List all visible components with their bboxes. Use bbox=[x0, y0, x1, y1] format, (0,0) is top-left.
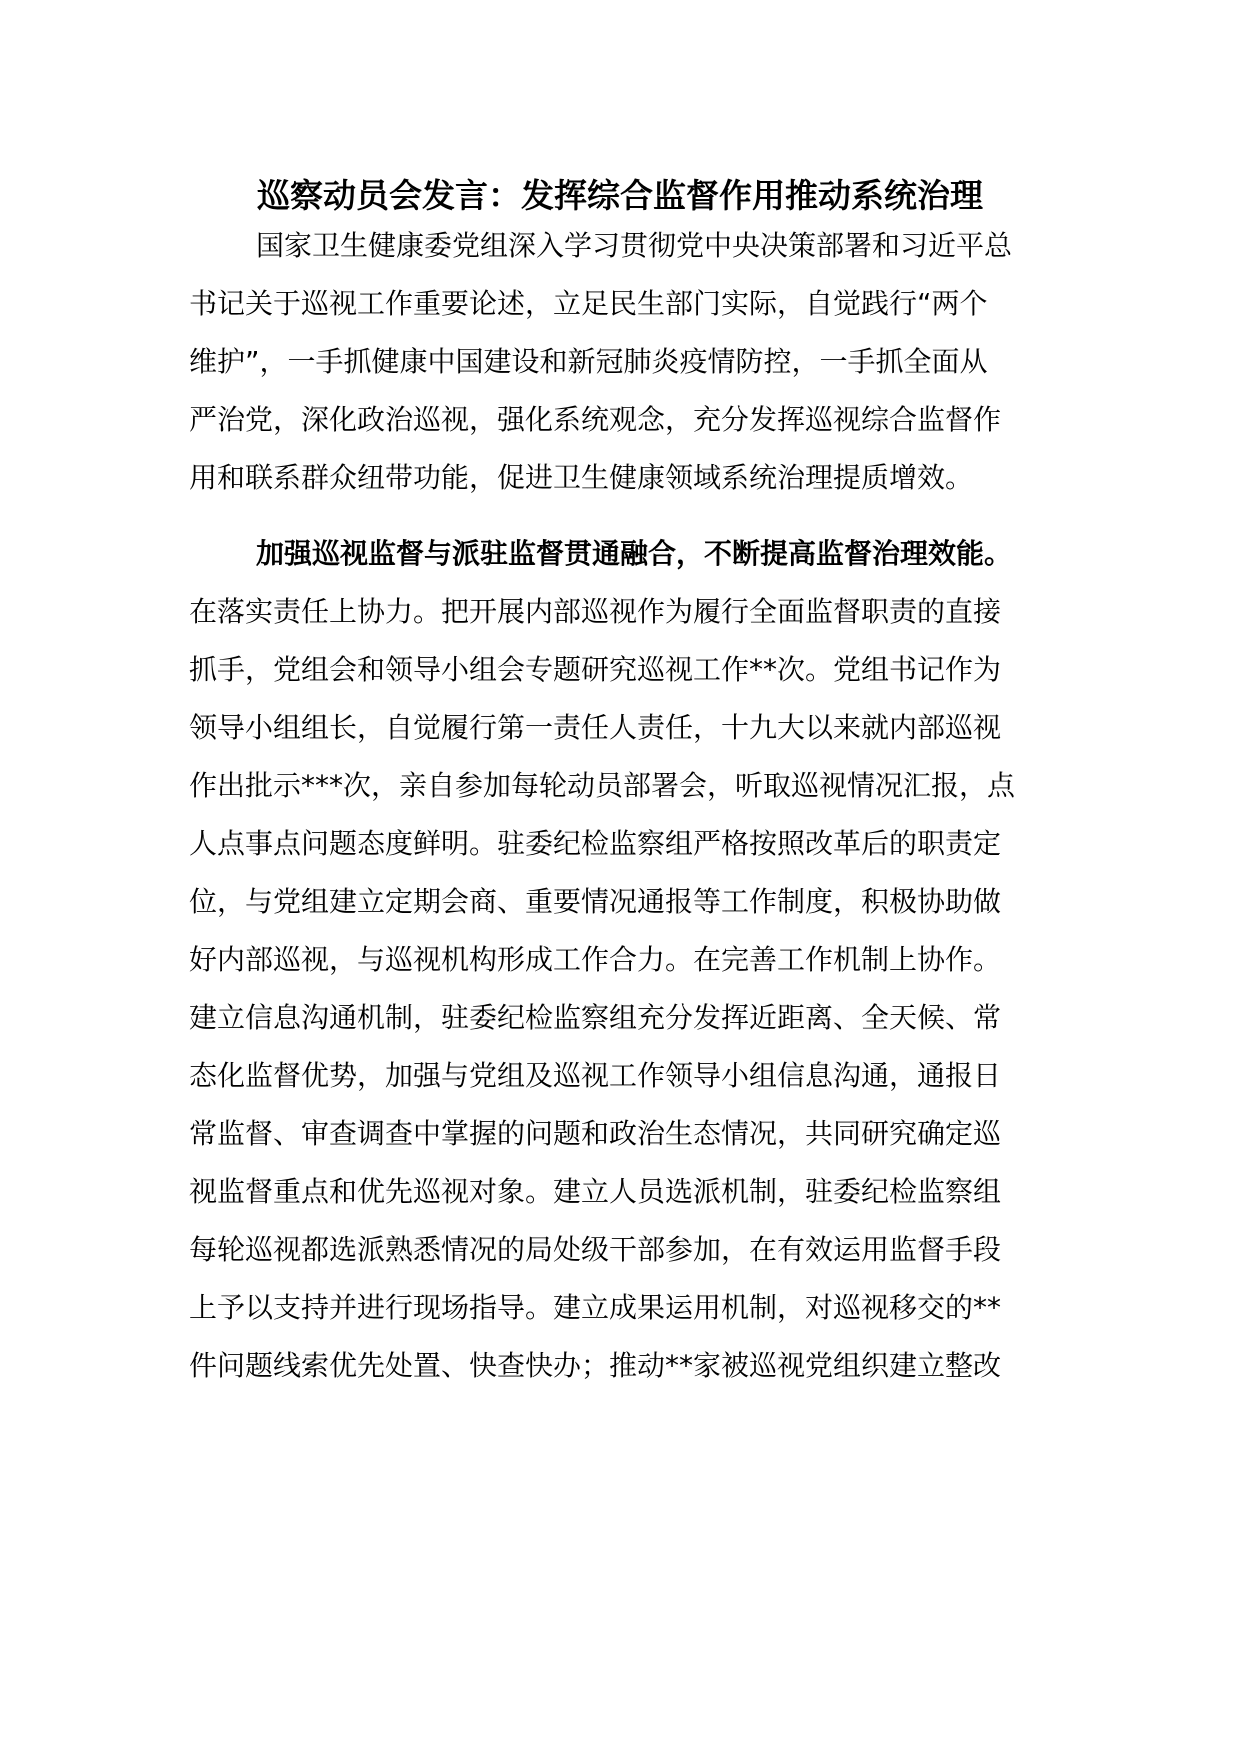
paragraph-2-line-14: 件问题线索优先处置、快查快办；推动**家被巡视党组织建立整改 bbox=[189, 1349, 1002, 1382]
paragraph-1-line-4: 严治党，深化政治巡视，强化系统观念，充分发挥巡视综合监督作 bbox=[189, 403, 1002, 436]
paragraph-2-heading: 加强巡视监督与派驻监督贯通融合，不断提高监督治理效能。 bbox=[256, 537, 1013, 570]
paragraph-2-line-2: 抓手，党组会和领导小组会专题研究巡视工作**次。党组书记作为 bbox=[189, 653, 1002, 686]
paragraph-1-line-3: 维护”，一手抓健康中国建设和新冠肺炎疫情防控，一手抓全面从 bbox=[189, 345, 988, 378]
paragraph-1-line-5: 用和联系群众纽带功能，促进卫生健康领域系统治理提质增效。 bbox=[189, 461, 974, 494]
paragraph-2-line-5: 人点事点问题态度鲜明。驻委纪检监察组严格按照改革后的职责定 bbox=[189, 827, 1002, 860]
paragraph-2-line-4: 作出批示***次，亲自参加每轮动员部署会，听取巡视情况汇报，点 bbox=[189, 769, 1016, 802]
paragraph-2-line-8: 建立信息沟通机制，驻委纪检监察组充分发挥近距离、全天候、常 bbox=[189, 1001, 1002, 1034]
paragraph-2-line-12: 每轮巡视都选派熟悉情况的局处级干部参加，在有效运用监督手段 bbox=[189, 1233, 1002, 1266]
paragraph-2-line-3: 领导小组组长，自觉履行第一责任人责任，十九大以来就内部巡视 bbox=[189, 711, 1002, 744]
document-title: 巡察动员会发言：发挥综合监督作用推动系统治理 bbox=[257, 176, 983, 215]
paragraph-2-line-11: 视监督重点和优先巡视对象。建立人员选派机制，驻委纪检监察组 bbox=[189, 1175, 1002, 1208]
paragraph-2-line-6: 位，与党组建立定期会商、重要情况通报等工作制度，积极协助做 bbox=[189, 885, 1002, 918]
paragraph-2-line-1: 在落实责任上协力。把开展内部巡视作为履行全面监督职责的直接 bbox=[189, 595, 1002, 628]
paragraph-2-line-9: 态化监督优势，加强与党组及巡视工作领导小组信息沟通，通报日 bbox=[189, 1059, 1002, 1092]
paragraph-1-line-1: 国家卫生健康委党组深入学习贯彻党中央决策部署和习近平总 bbox=[256, 229, 1013, 262]
paragraph-1-line-2: 书记关于巡视工作重要论述，立足民生部门实际，自觉践行“两个 bbox=[189, 287, 988, 320]
paragraph-2-line-10: 常监督、审查调查中掌握的问题和政治生态情况，共同研究确定巡 bbox=[189, 1117, 1002, 1150]
paragraph-2-line-13: 上予以支持并进行现场指导。建立成果运用机制，对巡视移交的** bbox=[189, 1291, 1002, 1324]
paragraph-2-line-7: 好内部巡视，与巡视机构形成工作合力。在完善工作机制上协作。 bbox=[189, 943, 1002, 976]
